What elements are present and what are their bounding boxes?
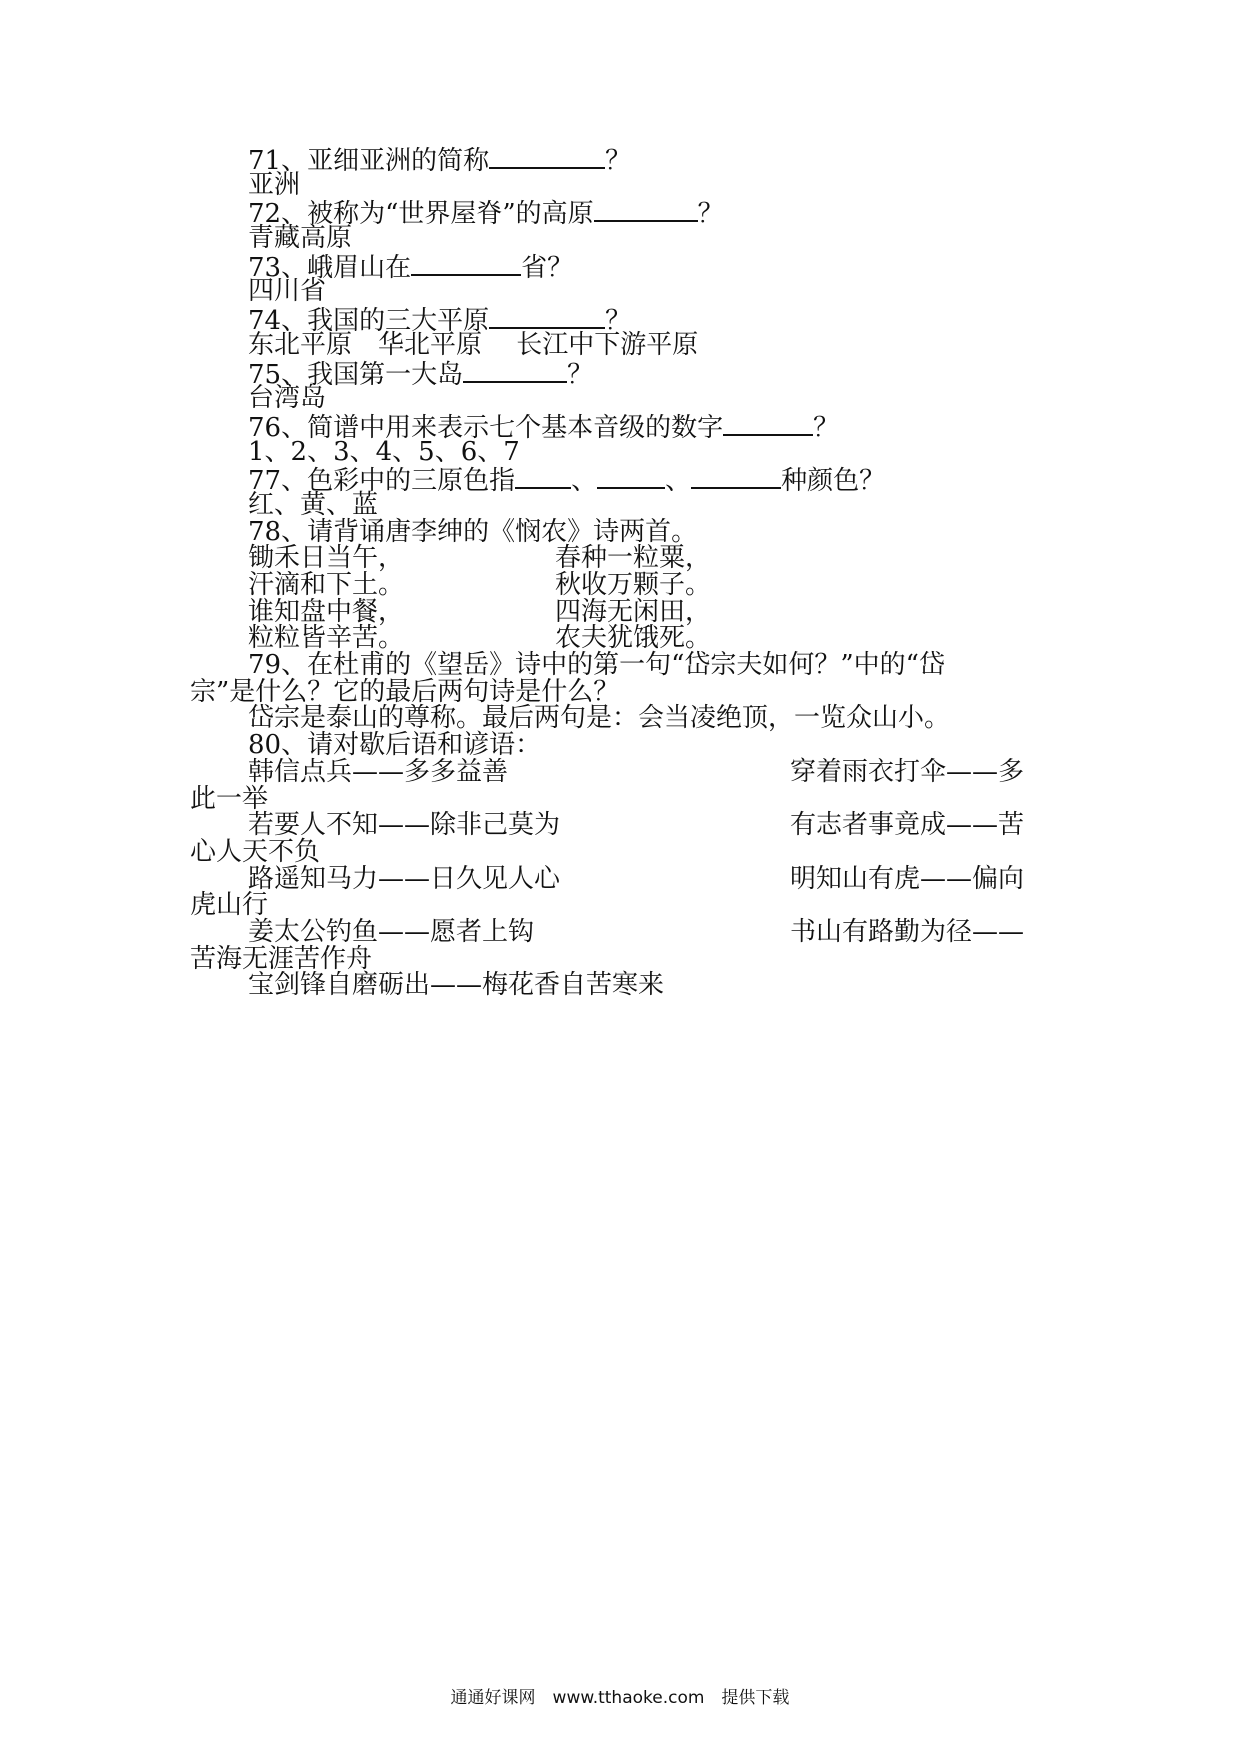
poem-line: 锄禾日当午， 春种一粒粟， <box>248 543 712 574</box>
question-list <box>190 145 1060 999</box>
answer-73: 四川省 <box>248 276 327 307</box>
answer-71: 亚洲 <box>248 169 301 200</box>
question-74: 74、我国的三大平原 ？ <box>248 306 632 337</box>
proverb-row: 若要人不知——除非己莫为 有志者事竟成——苦 <box>248 810 1025 841</box>
proverb-row: 姜太公钓鱼——愿者上钩 书山有路勤为径—— <box>248 916 1025 947</box>
question-80: 80、请对歇后语和谚语： <box>248 730 542 761</box>
answer-blank <box>594 198 698 222</box>
answer-blank <box>489 305 605 329</box>
answer-blank <box>411 252 521 276</box>
proverb-last: 宝剑锋自磨砺出——梅花香自苦寒来 <box>248 970 665 1001</box>
question-78: 78、请背诵唐李绅的《悯农》诗两首。 <box>248 516 698 547</box>
poem-line: 汗滴和下土。 秋收万颗子。 <box>248 570 712 600</box>
question-77: 77、色彩中的三原色指 、 、 种颜色？ <box>248 466 886 497</box>
question-75: 75、我国第一大岛 ？ <box>248 359 594 390</box>
page-footer: 通通好课网 www.tthaoke.com 提供下载 <box>450 1688 790 1708</box>
question-76: 76、简谱中用来表示七个基本音级的数字 ？ <box>248 412 840 443</box>
proverb-wrap: 此一举 <box>190 783 269 814</box>
answer-blank <box>723 412 813 436</box>
answer-blank <box>463 359 567 383</box>
answer-75: 台湾岛 <box>248 383 327 414</box>
answer-79: 岱宗是泰山的尊称。最后两句是：会当凌绝顶，一览众山小。 <box>248 703 951 734</box>
question-79-line2: 宗”是什么？它的最后两句诗是什么？ <box>190 676 620 707</box>
proverb-row: 路遥知马力——日久见人心 明知山有虎——偏向 <box>248 863 1025 894</box>
question-79-line1: 79、在杜甫的《望岳》诗中的第一句“岱宗夫如何？”中的“岱 <box>248 650 945 681</box>
answer-blank <box>515 465 571 489</box>
answer-blank <box>691 465 781 489</box>
proverb-wrap: 虎山行 <box>190 890 269 921</box>
proverb-row: 韩信点兵——多多益善 穿着雨衣打伞——多 <box>248 756 1025 787</box>
proverb-wrap: 苦海无涯苦作舟 <box>190 943 373 974</box>
answer-74: 东北平原 华北平原 长江中下游平原 <box>248 329 699 360</box>
answer-72: 青藏高原 <box>248 223 353 254</box>
question-72: 72、被称为“世界屋脊”的高原 ？ <box>248 199 724 230</box>
question-71: 71、亚细亚洲的简称 ？ <box>248 146 632 176</box>
answer-blank <box>489 145 605 169</box>
proverb-wrap: 心人天不负 <box>190 836 321 867</box>
poem-line: 粒粒皆辛苦。 农夫犹饿死。 <box>248 623 712 654</box>
question-73: 73、峨眉山在 省？ <box>248 252 574 283</box>
answer-blank <box>597 465 665 489</box>
poem-line: 谁知盘中餐， 四海无闲田， <box>248 596 712 627</box>
answer-77: 红、黄、蓝 <box>248 489 379 520</box>
answer-76: 1、2、3、4、5、6、7 <box>248 436 520 467</box>
